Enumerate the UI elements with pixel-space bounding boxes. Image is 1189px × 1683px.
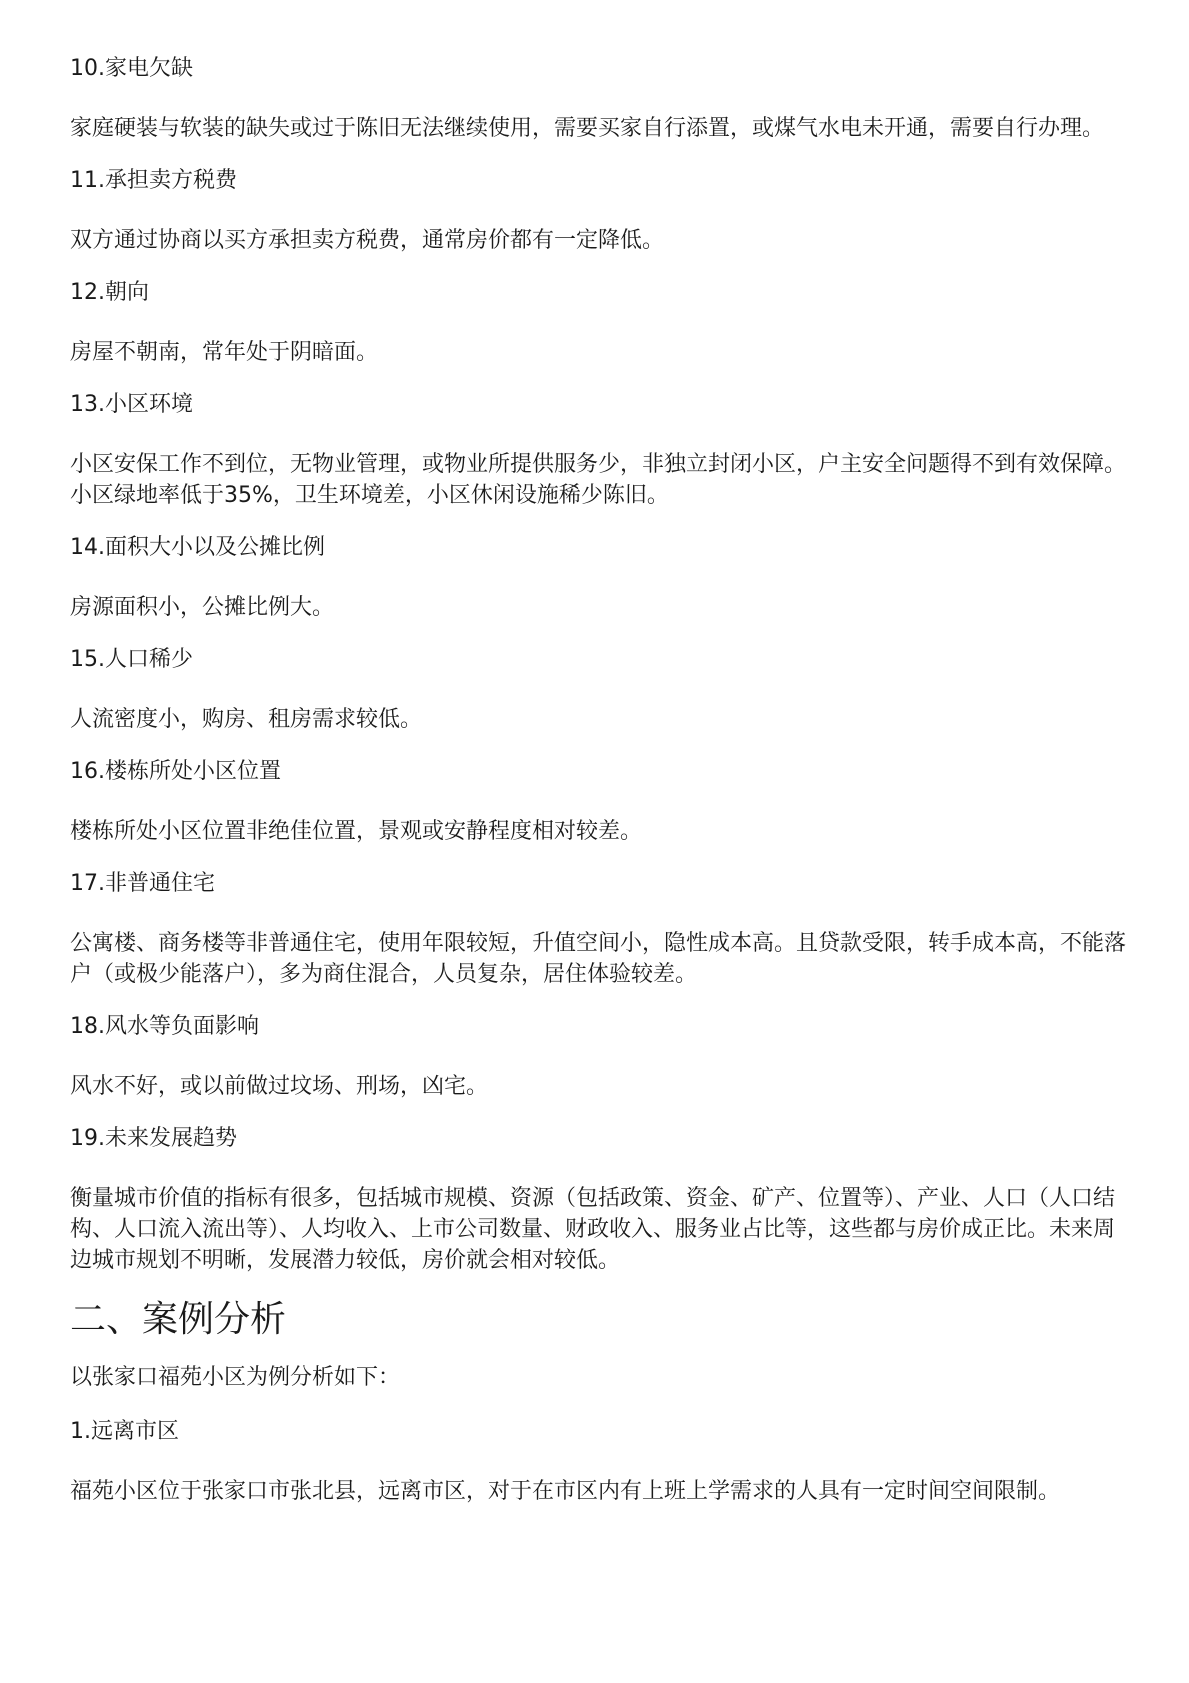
item-title: 11.承担卖方税费 <box>70 168 237 193</box>
item-body: 房屋不朝南，常年处于阴暗面。 <box>70 340 379 365</box>
item-body: 福苑小区位于张家口市张北县，远离市区，对于在市区内有上班上学需求的人具有一定时间空间限制。 <box>70 1479 1061 1504</box>
item-body: 双方通过协商以买方承担卖方税费，通常房价都有一定降低。 <box>70 228 665 253</box>
list-item <box>70 1417 1130 1507</box>
item-body: 楼栋所处小区位置非绝佳位置，景观或安静程度相对较差。 <box>70 819 643 844</box>
item-body: 公寓楼、商务楼等非普通住宅，使用年限较短，升值空间小，隐性成本高。且贷款受限，转手成本高，不能落户（或极少能落户），多为商住混合，人员复杂，居住体验较差。 <box>70 931 1127 987</box>
list-item <box>70 54 1130 144</box>
item-body: 风水不好，或以前做过坟场、刑场，凶宅。 <box>70 1074 489 1099</box>
list-item <box>70 390 1130 511</box>
list-item <box>70 1012 1130 1102</box>
section-intro: 以张家口福苑小区为例分析如下： <box>70 1365 401 1390</box>
list-item <box>70 166 1130 256</box>
list-item <box>70 645 1130 735</box>
item-title: 16.楼栋所处小区位置 <box>70 759 281 784</box>
item-body: 衡量城市价值的指标有很多，包括城市规模、资源（包括政策、资金、矿产、位置等）、产业、人口（人口结构、人口流入流出等）、人均收入、上市公司数量、财政收入、服务业占比等，这些都与房价成正比。未来周边城市规划不明晰，发展潜力较低，房价就会相对较低。 <box>70 1186 1116 1273</box>
item-body: 房源面积小，公摊比例大。 <box>70 595 335 620</box>
item-title: 15.人口稀少 <box>70 647 193 672</box>
item-title: 10.家电欠缺 <box>70 56 193 81</box>
item-title: 13.小区环境 <box>70 392 193 417</box>
list-item <box>70 533 1130 623</box>
item-body: 人流密度小，购房、租房需求较低。 <box>70 707 423 732</box>
item-title: 17.非普通住宅 <box>70 871 215 896</box>
item-body: 小区安保工作不到位，无物业管理，或物业所提供服务少，非独立封闭小区，户主安全问题得不到有效保障。小区绿地率低于35%，卫生环境差，小区休闲设施稀少陈旧。 <box>70 452 1127 508</box>
item-title: 1.远离市区 <box>70 1419 179 1444</box>
section-heading: 二、案例分析 <box>70 1299 287 1340</box>
list-item <box>70 1124 1130 1276</box>
list-item <box>70 278 1130 368</box>
list-item <box>70 757 1130 847</box>
document-page <box>70 54 1130 1529</box>
item-title: 14.面积大小以及公摊比例 <box>70 535 325 560</box>
item-title: 18.风水等负面影响 <box>70 1014 259 1039</box>
item-title: 12.朝向 <box>70 280 149 305</box>
item-body: 家庭硬装与软装的缺失或过于陈旧无法继续使用，需要买家自行添置，或煤气水电未开通，需要自行办理。 <box>70 116 1105 141</box>
list-item <box>70 869 1130 990</box>
item-title: 19.未来发展趋势 <box>70 1126 237 1151</box>
